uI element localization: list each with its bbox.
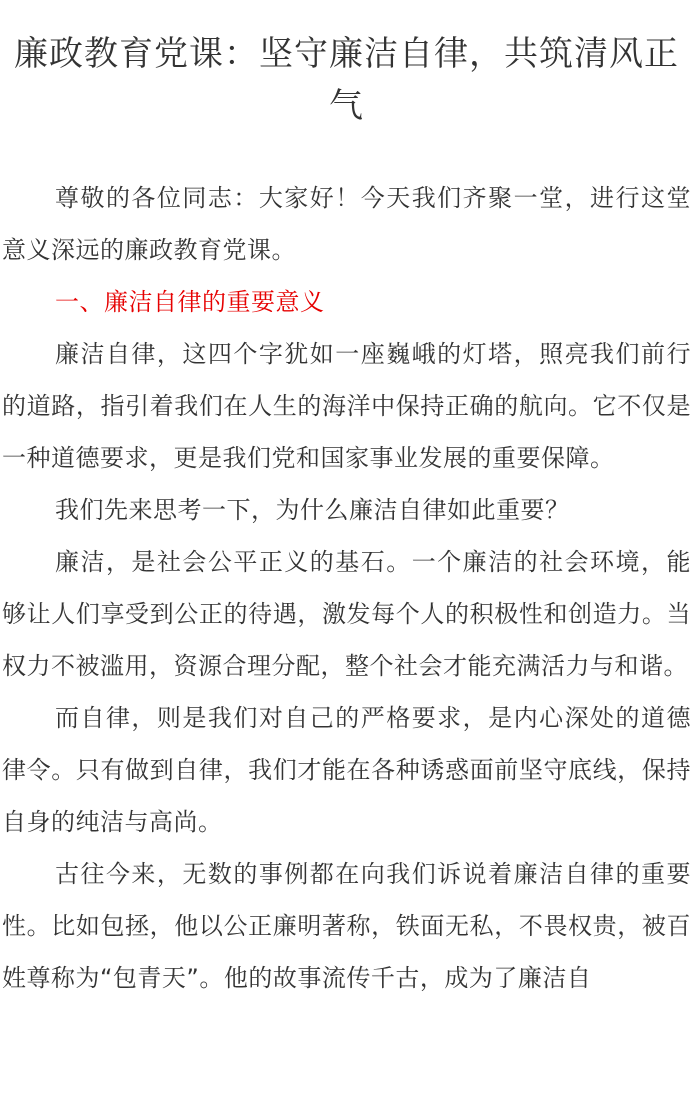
article-title: 廉政教育党课：坚守廉洁自律，共筑清风正气 [14, 34, 679, 126]
paragraph-intro: 尊敬的各位同志：大家好！今天我们齐聚一堂，进行这堂意义深远的廉政教育党课。 [2, 184, 691, 264]
paragraph-question: 我们先来思考一下，为什么廉洁自律如此重要？ [55, 496, 570, 524]
paragraph-integrity: 廉洁，是社会公平正义的基石。一个廉洁的社会环境，能够让人们享受到公正的待遇，激发每个人的积极性和创造力。当权力不被滥用，资源合理分配，整个社会才能充满活力与和谐。 [2, 548, 691, 680]
paragraph-history: 古往今来，无数的事例都在向我们诉说着廉洁自律的重要性。比如包拯，他以公正廉明著称，铁面无私，不畏权贵，被百姓尊称为“包青天”。他的故事流传千古，成为了廉洁自 [2, 860, 691, 992]
section-heading: 一、廉洁自律的重要意义 [55, 288, 325, 316]
article-body [0, 172, 693, 1004]
paragraph-self-discipline: 而自律，则是我们对自己的严格要求，是内心深处的道德律令。只有做到自律，我们才能在各种诱惑面前坚守底线，保持自身的纯洁与高尚。 [2, 704, 691, 836]
paragraph-lighthouse: 廉洁自律，这四个字犹如一座巍峨的灯塔，照亮我们前行的道路，指引着我们在人生的海洋中保持正确的航向。它不仅是一种道德要求，更是我们党和国家事业发展的重要保障。 [2, 340, 691, 472]
